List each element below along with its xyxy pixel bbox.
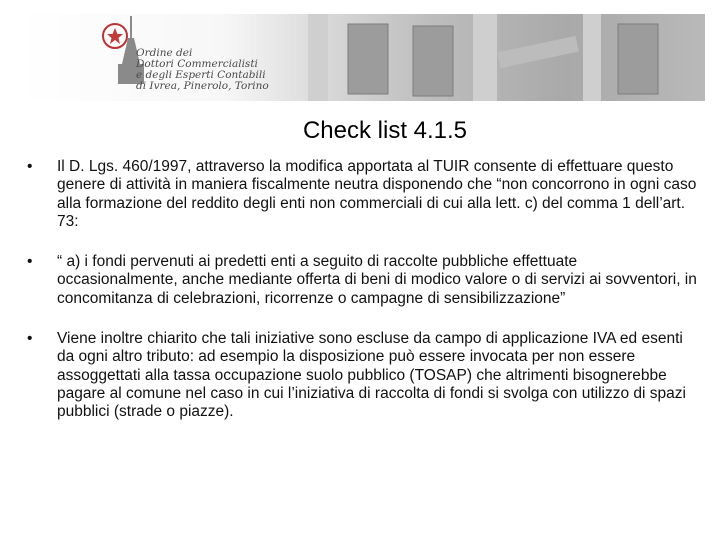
logo-line: di Ivrea, Pinerolo, Torino xyxy=(136,80,269,92)
list-item-text: Viene inoltre chiarito che tali iniziative sono escluse da campo di applicazione IVA ed esenti da ogni altro tributo: ad esempio la disposizione può essere invocata per non essere assoggettati alla tassa occupazione suolo pubblico (TOSAP) che altrimenti bisognerebbe pagare al comune nel caso in cui l’iniziativa di raccolta di fondi si svolga con utilizzo di spazi pubblici (strade o piazze). xyxy=(57,330,686,421)
list-item-text: “ a) i fondi pervenuti ai predetti enti a seguito di raccolte pubbliche effettuate occasionalmente, anche mediante offerta di beni di modico valore o di servizi ai sovventori, in concomitanza di celebrazioni, ricorrenze o campagne di sensibilizzazione” xyxy=(57,253,697,307)
logo-line: e degli Esperti Contabili xyxy=(136,69,266,81)
list-item xyxy=(25,158,697,231)
ordine-logo-icon xyxy=(103,24,127,48)
header-banner xyxy=(18,14,705,101)
building-facade-image xyxy=(18,14,705,101)
slide-title: Check list 4.1.5 xyxy=(302,117,468,144)
logo-text xyxy=(136,48,269,92)
bullet-list xyxy=(25,158,697,444)
list-item xyxy=(25,253,697,308)
bullet-icon: • xyxy=(27,158,33,175)
logo-line: Dottori Commercialisti xyxy=(136,58,258,70)
bullet-icon: • xyxy=(27,330,33,348)
list-item-text: Il D. Lgs. 460/1997, attraverso la modifica apportata al TUIR consente di effettuare questo genere di attività in maniera fiscalmente neutra disponendo che “non concorrono in ogni caso alla formazione del reddito degli enti non commerciali di cui alla lett. c) del comma 1 dell’art. 73: xyxy=(57,158,697,230)
logo-line: Ordine dei xyxy=(136,47,193,59)
list-item xyxy=(25,330,697,421)
bullet-icon: • xyxy=(27,253,33,271)
